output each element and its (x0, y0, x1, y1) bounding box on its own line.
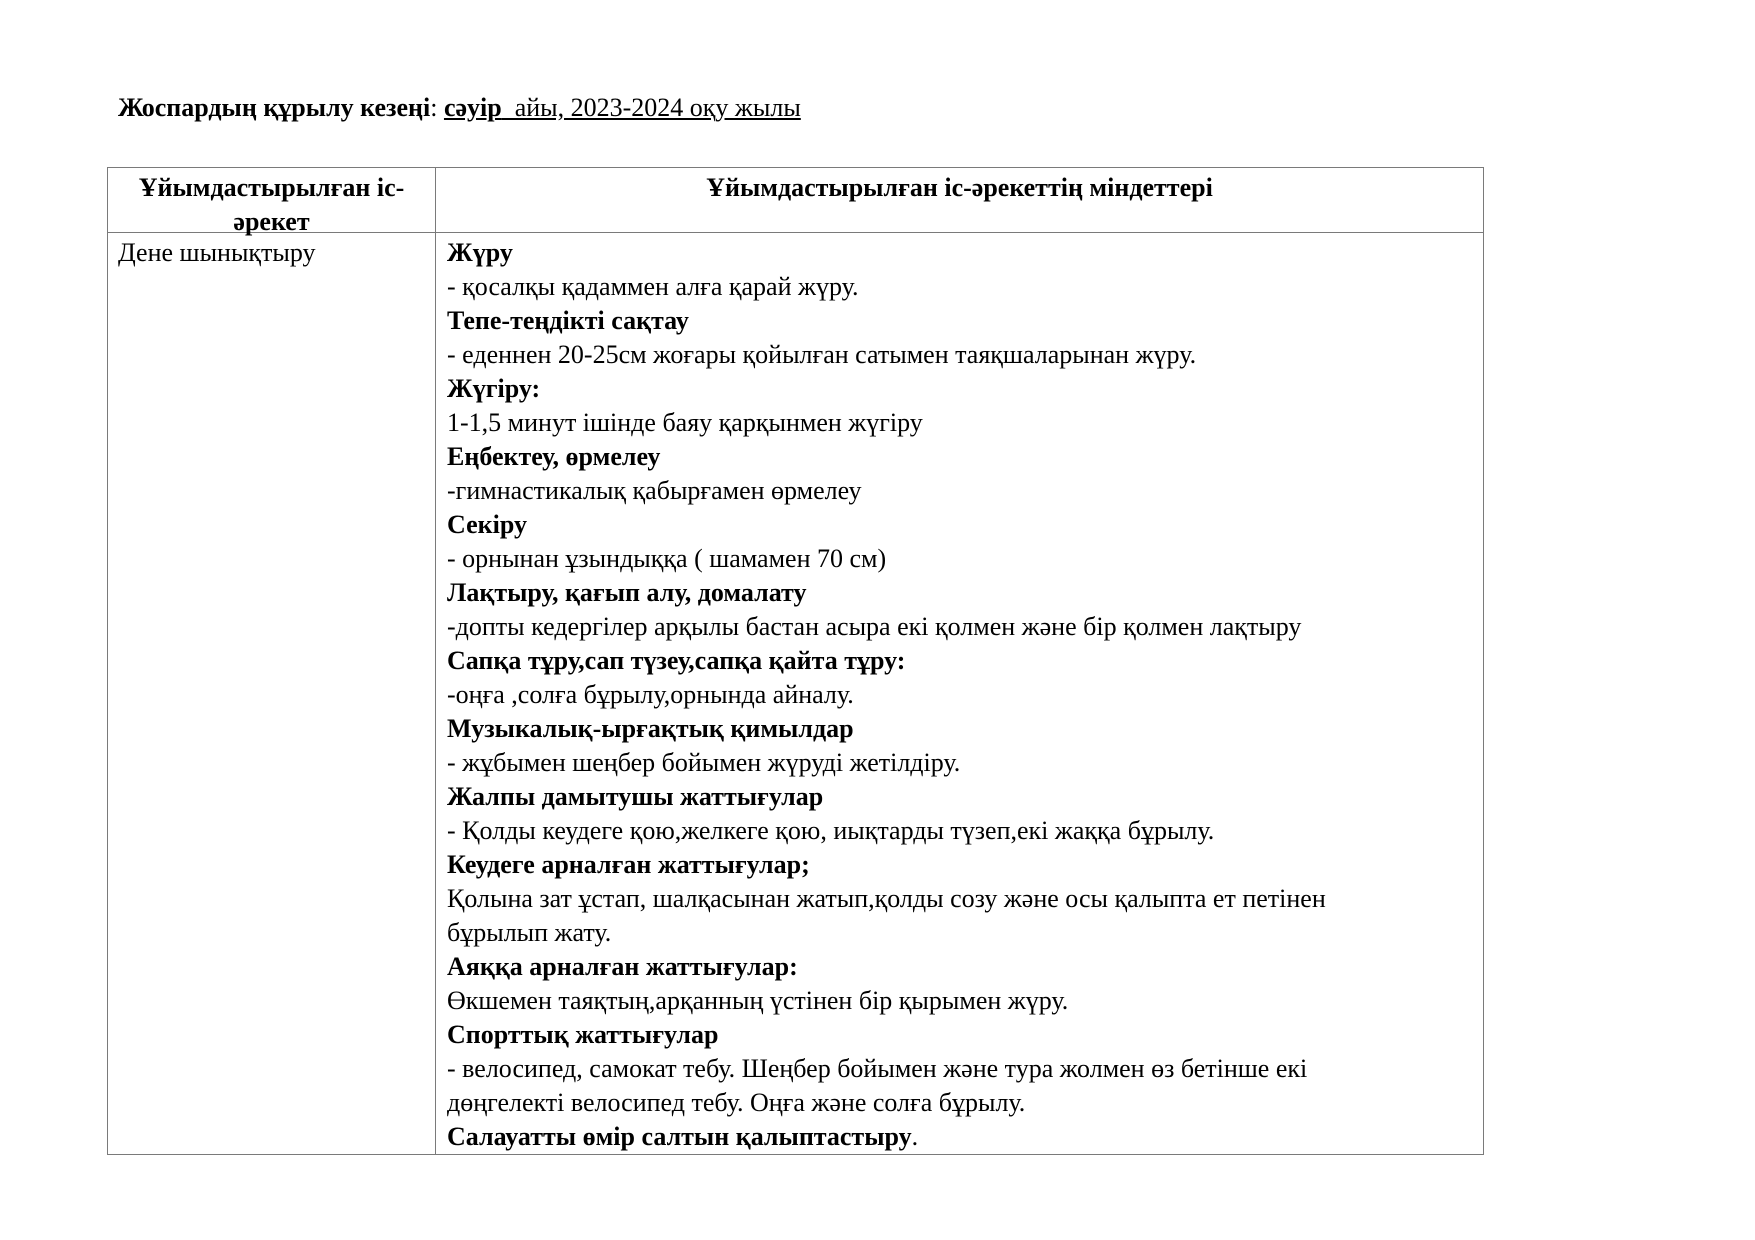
task-description: -оңға ,солға бұрылу,орнында айналу. (447, 680, 854, 709)
table-row (108, 233, 1484, 1155)
tasks-last-line-tail: . (911, 1122, 919, 1151)
task-description: - Қолды кеудеге қою,желкеге қою, иықтарды түзеп,екі жаққа бұрылу. (447, 816, 1215, 845)
task-heading: Спорттық жаттығулар (447, 1020, 719, 1049)
task-heading: Еңбектеу, өрмелеу (447, 442, 661, 471)
task-heading: Лақтыру, қағып алу, домалату (447, 578, 807, 607)
plan-table (107, 167, 1484, 1155)
task-description: бұрылып жату. (447, 918, 612, 947)
plan-period-colon: : (430, 93, 444, 122)
task-heading: Сапқа тұру,сап түзеу,сапқа қайта тұру: (447, 646, 906, 675)
task-heading: Тепе-теңдікті сақтау (447, 306, 689, 335)
task-heading: Аяққа арналған жаттығулар: (447, 952, 798, 981)
task-heading: Жалпы дамытушы жаттығулар (447, 782, 824, 811)
tasks-last-line (447, 1120, 1473, 1154)
task-description: - еденнен 20-25см жоғары қойылған сатымен таяқшаларынан жүру. (447, 340, 1197, 369)
activity-cell (108, 233, 436, 1155)
task-description: - қосалқы қадаммен алға қарай жүру. (447, 272, 859, 301)
task-heading: Секіру (447, 510, 527, 539)
plan-period-label: Жоспардың құрылу кезеңі (118, 93, 431, 122)
task-description: -гимнастикалық қабырғамен өрмелеу (447, 476, 862, 505)
column-header-activity: Ұйымдастырылған іс-әрекет (108, 168, 436, 233)
column-header-tasks: Ұйымдастырылған іс-әрекеттің міндеттері (436, 168, 1484, 233)
task-heading: Жүгіру: (447, 374, 541, 403)
task-heading: Жүру (447, 238, 513, 267)
task-description: Өкшемен таяқтың,арқанның үстінен бір қырымен жүру. (447, 986, 1069, 1015)
task-heading: Кеудеге арналған жаттығулар; (447, 850, 810, 879)
plan-period-year: айы, 2023-2024 оқу жылы (501, 93, 801, 122)
tasks-list (436, 233, 1483, 1154)
task-description: - велосипед, самокат тебу. Шеңбер бойымен және тура жолмен өз бетінше екі (447, 1054, 1308, 1083)
task-description: - жұбымен шеңбер бойымен жүруді жетілдіру. (447, 748, 961, 777)
table-header-row (108, 168, 1484, 233)
task-heading: Музыкалық-ырғақтық қимылдар (447, 714, 854, 743)
task-description: - орнынан ұзындыққа ( шамамен 70 см) (447, 544, 887, 573)
task-description: -допты кедергілер арқылы бастан асыра екі қолмен және бір қолмен лақтыру (447, 612, 1302, 641)
tasks-cell (436, 233, 1484, 1155)
task-description: дөңгелекті велосипед тебу. Оңға және солға бұрылу. (447, 1088, 1026, 1117)
plan-period-month: сәуір (443, 93, 502, 122)
plan-period-heading (118, 91, 801, 125)
task-description: 1-1,5 минут ішінде баяу қарқынмен жүгіру (447, 408, 923, 437)
task-description: Қолына зат ұстап, шалқасынан жатып,қолды созу және осы қалыпта ет петінен (447, 884, 1326, 913)
tasks-last-line-bold: Салауатты өмір салтын қалыптастыру (447, 1122, 912, 1151)
activity-name: Дене шынықтыру (118, 238, 316, 267)
